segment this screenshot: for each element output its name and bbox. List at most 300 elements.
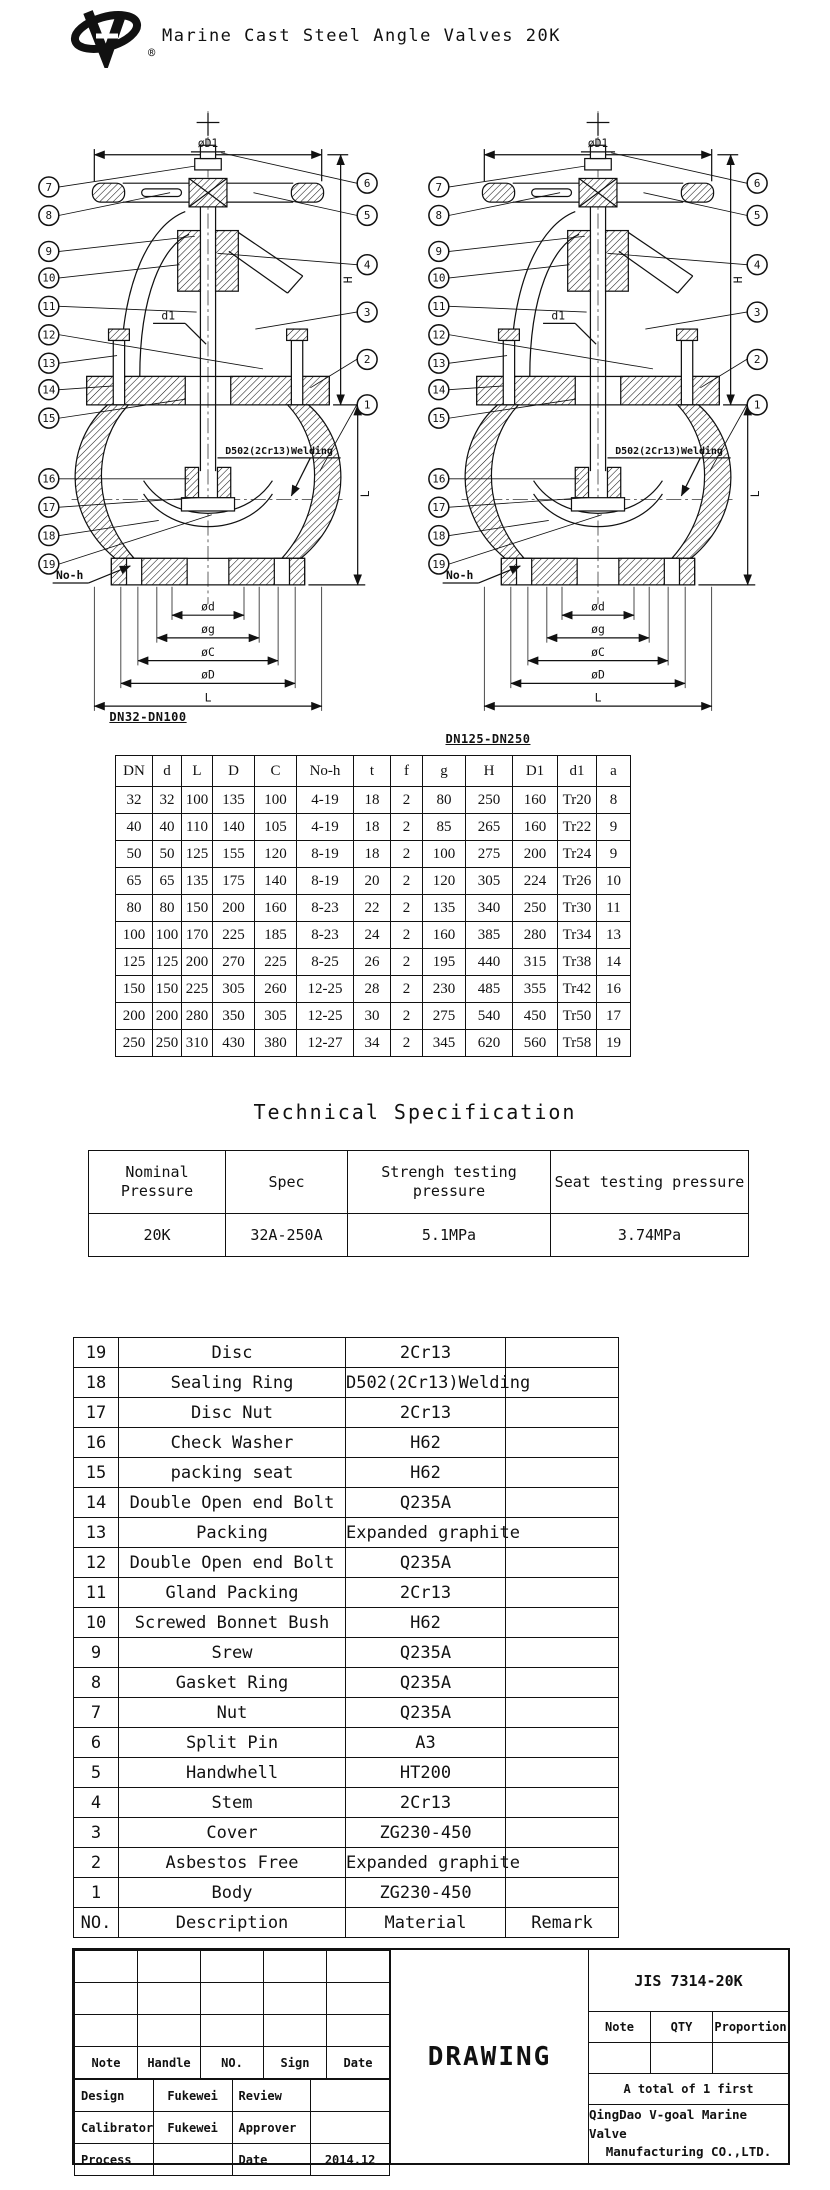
parts-cell: 5 [74, 1758, 119, 1788]
dim-row [116, 949, 631, 976]
dimension-table [115, 755, 631, 1057]
sign-header: Sign [264, 2047, 327, 2079]
dim-cell: 224 [513, 868, 558, 895]
dim-row [116, 868, 631, 895]
dim-cell: 65 [153, 868, 182, 895]
dim-cell: 85 [423, 814, 466, 841]
callout-number: 18 [42, 529, 56, 543]
tech-spec-table [88, 1150, 749, 1257]
company-name [589, 2105, 788, 2163]
dim-cell: 380 [255, 1030, 297, 1057]
dim-row [116, 841, 631, 868]
dim-cell: 9 [597, 814, 631, 841]
parts-cell: Q235A [346, 1548, 506, 1578]
parts-row [74, 1668, 619, 1698]
dim-cell: 22 [354, 895, 391, 922]
dim-row [116, 1003, 631, 1030]
sign-header: Date [327, 2047, 390, 2079]
parts-cell: A3 [346, 1728, 506, 1758]
dim-cell: Tr34 [558, 922, 597, 949]
dim-cell: 385 [466, 922, 513, 949]
dim-cell: 280 [182, 1003, 213, 1030]
callout-number: 2 [753, 353, 761, 367]
dim-cell: 2 [391, 976, 423, 1003]
dim-cell: 250 [153, 1030, 182, 1057]
parts-cell: H62 [346, 1608, 506, 1638]
dim-cell: 105 [255, 814, 297, 841]
parts-cell: Double Open end Bolt [119, 1488, 346, 1518]
sign-row [75, 2144, 390, 2176]
dim-cell: 150 [182, 895, 213, 922]
dim-cell: 8-25 [297, 949, 354, 976]
sign-label: Review [232, 2080, 311, 2112]
standard-code: JIS 7314-20K [589, 1950, 788, 2012]
callout-number: 2 [363, 353, 371, 367]
dim-cell: 125 [153, 949, 182, 976]
dim-cell: 2 [391, 868, 423, 895]
dim-cell: 2 [391, 841, 423, 868]
parts-row [74, 1758, 619, 1788]
qty-header: Note [589, 2012, 651, 2042]
dim-header-cell: f [391, 756, 423, 787]
parts-cell: 17 [74, 1398, 119, 1428]
parts-cell: H62 [346, 1458, 506, 1488]
vgoal-logo-icon [66, 6, 152, 68]
dim-label: øD [201, 667, 215, 682]
dim-cell: 120 [423, 868, 466, 895]
sign-value [311, 2080, 390, 2112]
dim-cell: 18 [354, 787, 391, 814]
callout-number: 12 [432, 328, 446, 342]
dim-cell: 280 [513, 922, 558, 949]
dim-cell: 200 [513, 841, 558, 868]
dim-cell: 8 [597, 787, 631, 814]
parts-row [74, 1398, 619, 1428]
parts-cell: Asbestos Free [119, 1848, 346, 1878]
dim-cell: Tr26 [558, 868, 597, 895]
dim-label: ød [591, 599, 605, 614]
parts-cell [506, 1458, 619, 1488]
sign-label: Process [75, 2144, 154, 2176]
callout-number: 9 [45, 245, 53, 259]
callout-number: 4 [363, 258, 371, 272]
parts-cell: Check Washer [119, 1428, 346, 1458]
dim-header-cell: DN [116, 756, 153, 787]
dim-cell: 160 [255, 895, 297, 922]
dim-cell: 16 [597, 976, 631, 1003]
callout-number: 18 [432, 529, 446, 543]
parts-row [74, 1458, 619, 1488]
dim-cell: 160 [513, 787, 558, 814]
callout-number: 8 [435, 209, 443, 223]
dim-cell: 350 [213, 1003, 255, 1030]
callout-number: 5 [363, 209, 371, 223]
dim-row [116, 895, 631, 922]
dim-row [116, 787, 631, 814]
dim-label-l-vert: L [748, 490, 763, 498]
tech-header-row [89, 1151, 749, 1214]
parts-cell [506, 1728, 619, 1758]
dim-cell: Tr42 [558, 976, 597, 1003]
callout-number: 14 [42, 383, 56, 397]
tech-header-cell: Strengh testing pressure [348, 1151, 551, 1214]
signature-grid [74, 1950, 391, 2167]
title-block-right [588, 1950, 788, 2163]
tech-header-cell: Spec [226, 1151, 348, 1214]
parts-row [74, 1518, 619, 1548]
dim-cell: 125 [182, 841, 213, 868]
dim-cell: 450 [513, 1003, 558, 1030]
dim-cell: 4-19 [297, 814, 354, 841]
dim-cell: 250 [513, 895, 558, 922]
sign-header: Note [75, 2047, 138, 2079]
dim-cell: 620 [466, 1030, 513, 1057]
dim-cell: 2 [391, 895, 423, 922]
dim-header-cell: a [597, 756, 631, 787]
dim-label: L [204, 690, 212, 705]
sign-header: Handle [138, 2047, 201, 2079]
drawing-type-label: DRAWING [427, 2041, 552, 2072]
dim-header-cell: H [466, 756, 513, 787]
parts-cell [506, 1698, 619, 1728]
parts-cell: HT200 [346, 1758, 506, 1788]
dim-cell: 2 [391, 922, 423, 949]
tech-data-cell: 5.1MPa [348, 1214, 551, 1257]
parts-cell: 3 [74, 1818, 119, 1848]
parts-cell: Q235A [346, 1638, 506, 1668]
parts-cell: ZG230-450 [346, 1878, 506, 1908]
valve-drawing-right [418, 92, 798, 762]
dim-header-cell: C [255, 756, 297, 787]
valve-drawing-left [28, 92, 408, 762]
parts-cell [506, 1428, 619, 1458]
callout-number: 7 [435, 180, 443, 194]
parts-cell: 7 [74, 1698, 119, 1728]
company-logo [66, 6, 152, 72]
sign-value [153, 2144, 232, 2176]
dim-cell: 140 [213, 814, 255, 841]
empty-row [75, 1983, 390, 2015]
dim-cell: 8-23 [297, 895, 354, 922]
signature-grid-top [74, 1950, 390, 2079]
parts-cell: 16 [74, 1428, 119, 1458]
dim-cell: Tr22 [558, 814, 597, 841]
callout-number: 9 [435, 245, 443, 259]
dim-label: øD [591, 667, 605, 682]
sign-label: Date [232, 2144, 311, 2176]
dim-cell: 12-25 [297, 1003, 354, 1030]
dim-cell: 2 [391, 787, 423, 814]
callout-number: 8 [45, 209, 53, 223]
tech-data-cell: 32A-250A [226, 1214, 348, 1257]
sign-label: Calibrator [75, 2112, 154, 2144]
dim-cell: 340 [466, 895, 513, 922]
parts-cell [506, 1548, 619, 1578]
parts-cell [506, 1758, 619, 1788]
parts-row [74, 1638, 619, 1668]
sign-label: Design [75, 2080, 154, 2112]
dim-header-cell: g [423, 756, 466, 787]
dim-cell: 260 [255, 976, 297, 1003]
callout-number: 16 [432, 472, 446, 486]
parts-cell: Nut [119, 1698, 346, 1728]
dim-cell: 540 [466, 1003, 513, 1030]
dim-cell: Tr58 [558, 1030, 597, 1057]
dim-cell: 50 [116, 841, 153, 868]
parts-cell [506, 1788, 619, 1818]
dim-cell: 11 [597, 895, 631, 922]
dim-label-d1: d1 [551, 308, 566, 323]
parts-row [74, 1878, 619, 1908]
parts-cell: 19 [74, 1338, 119, 1368]
dim-cell: 18 [354, 814, 391, 841]
company-line2: Manufacturing CO.,LTD. [605, 2144, 772, 2160]
dim-cell: 135 [182, 868, 213, 895]
title-block [72, 1948, 790, 2165]
dim-cell: 40 [116, 814, 153, 841]
dim-cell: 2 [391, 814, 423, 841]
valve-line-art [418, 92, 778, 713]
sign-row [75, 2080, 390, 2112]
dim-cell: 560 [513, 1030, 558, 1057]
dim-cell: 125 [116, 949, 153, 976]
dim-cell: 9 [597, 841, 631, 868]
parts-cell: 2Cr13 [346, 1578, 506, 1608]
dim-cell: 155 [213, 841, 255, 868]
dim-cell: 225 [182, 976, 213, 1003]
parts-cell [506, 1608, 619, 1638]
qty-header-row [589, 2012, 788, 2043]
dim-cell: 100 [255, 787, 297, 814]
dim-cell: 80 [423, 787, 466, 814]
dim-cell: 18 [354, 841, 391, 868]
dim-label-no-h: No-h [446, 568, 474, 583]
dim-label-d1: d1 [161, 308, 176, 323]
dim-cell: 440 [466, 949, 513, 976]
parts-cell: 12 [74, 1548, 119, 1578]
parts-row [74, 1728, 619, 1758]
parts-cell: 8 [74, 1668, 119, 1698]
parts-cell: 6 [74, 1728, 119, 1758]
dim-cell: 305 [255, 1003, 297, 1030]
dim-cell: 170 [182, 922, 213, 949]
dim-label-d1-top: øD1 [587, 136, 609, 151]
dim-cell: 160 [423, 922, 466, 949]
sign-row [75, 2112, 390, 2144]
dim-cell: 430 [213, 1030, 255, 1057]
dim-label: øC [591, 644, 605, 659]
dim-cell: 12-27 [297, 1030, 354, 1057]
dim-cell: 100 [182, 787, 213, 814]
dim-cell: 135 [213, 787, 255, 814]
empty-row [75, 1951, 390, 1983]
dim-cell: 100 [153, 922, 182, 949]
dim-cell: 80 [153, 895, 182, 922]
dim-cell: 310 [182, 1030, 213, 1057]
dim-cell: 8-19 [297, 868, 354, 895]
dim-cell: 120 [255, 841, 297, 868]
parts-cell: Q235A [346, 1488, 506, 1518]
callout-number: 6 [363, 176, 371, 190]
dim-cell: 12-25 [297, 976, 354, 1003]
dim-cell: 250 [116, 1030, 153, 1057]
callout-number: 10 [42, 271, 56, 285]
parts-cell [506, 1818, 619, 1848]
callout-number: 7 [45, 180, 53, 194]
sign-header: NO. [201, 2047, 264, 2079]
callout-number: 15 [42, 411, 56, 425]
dim-label-no-h: No-h [56, 568, 84, 583]
parts-cell [506, 1668, 619, 1698]
parts-row [74, 1488, 619, 1518]
drawing-caption: DN32-DN100 [109, 710, 187, 724]
callout-number: 17 [432, 500, 446, 514]
parts-cell [506, 1398, 619, 1428]
parts-cell [506, 1338, 619, 1368]
dim-cell: 315 [513, 949, 558, 976]
dim-cell: 2 [391, 949, 423, 976]
callout-number: 19 [42, 557, 56, 571]
parts-cell: Gland Packing [119, 1578, 346, 1608]
callout-number: 11 [432, 300, 446, 314]
dim-label-h: H [341, 276, 356, 284]
parts-cell: Q235A [346, 1668, 506, 1698]
empty-row [75, 2015, 390, 2047]
callout-number: 1 [363, 398, 371, 412]
callout-number: 13 [432, 356, 446, 370]
parts-row [74, 1338, 619, 1368]
parts-footer-cell: NO. [74, 1908, 119, 1938]
parts-cell: 4 [74, 1788, 119, 1818]
dim-cell: 28 [354, 976, 391, 1003]
parts-cell: Srew [119, 1638, 346, 1668]
parts-cell: 11 [74, 1578, 119, 1608]
parts-footer-row [74, 1908, 619, 1938]
dim-cell: 355 [513, 976, 558, 1003]
parts-cell: Expanded graphite [346, 1848, 506, 1878]
parts-footer-cell: Remark [506, 1908, 619, 1938]
dim-cell: 135 [423, 895, 466, 922]
callout-number: 17 [42, 500, 56, 514]
parts-cell: Disc Nut [119, 1398, 346, 1428]
parts-footer-cell: Description [119, 1908, 346, 1938]
dim-row [116, 814, 631, 841]
parts-cell: Double Open end Bolt [119, 1548, 346, 1578]
callout-number: 3 [363, 305, 371, 319]
parts-row [74, 1698, 619, 1728]
callout-number: 19 [432, 557, 446, 571]
dim-cell: 32 [153, 787, 182, 814]
signature-grid-bottom [74, 2079, 390, 2176]
dim-cell: 19 [597, 1030, 631, 1057]
dim-cell: 200 [213, 895, 255, 922]
dim-cell: 50 [153, 841, 182, 868]
dim-cell: 40 [153, 814, 182, 841]
parts-cell: Handwhell [119, 1758, 346, 1788]
dim-cell: 110 [182, 814, 213, 841]
parts-cell: Disc [119, 1338, 346, 1368]
dim-row [116, 976, 631, 1003]
parts-cell: Sealing Ring [119, 1368, 346, 1398]
parts-cell [506, 1878, 619, 1908]
parts-row [74, 1428, 619, 1458]
tech-data-cell: 20K [89, 1214, 226, 1257]
dim-label: øg [201, 622, 215, 637]
dim-row [116, 1030, 631, 1057]
dim-cell: 30 [354, 1003, 391, 1030]
sign-header-row [75, 2047, 390, 2079]
dim-cell: 8-23 [297, 922, 354, 949]
dim-cell: 32 [116, 787, 153, 814]
parts-row [74, 1788, 619, 1818]
parts-list-table [73, 1337, 619, 1938]
dim-cell: 230 [423, 976, 466, 1003]
dim-label-h: H [731, 276, 745, 284]
parts-cell: Expanded graphite [346, 1518, 506, 1548]
parts-cell [506, 1848, 619, 1878]
dim-cell: 2 [391, 1030, 423, 1057]
dim-cell: 305 [466, 868, 513, 895]
dim-cell: 225 [255, 949, 297, 976]
parts-cell: D502(2Cr13)Welding [346, 1368, 506, 1398]
dim-label-d1-top: øD1 [197, 136, 219, 151]
dim-cell: 26 [354, 949, 391, 976]
dim-cell: 175 [213, 868, 255, 895]
sign-label: Approver [232, 2112, 311, 2144]
company-line1: QingDao V-goal Marine Valve [589, 2106, 748, 2141]
dim-label: ød [201, 599, 215, 614]
sign-value: Fukewei [153, 2112, 232, 2144]
parts-row [74, 1368, 619, 1398]
parts-cell [506, 1638, 619, 1668]
parts-cell: 9 [74, 1638, 119, 1668]
dim-header-cell: L [182, 756, 213, 787]
dim-cell: 225 [213, 922, 255, 949]
dim-label: øC [201, 644, 215, 659]
dim-cell: 265 [466, 814, 513, 841]
weld-note: D502(2Cr13)Welding [615, 446, 723, 458]
parts-cell: Split Pin [119, 1728, 346, 1758]
parts-cell: H62 [346, 1428, 506, 1458]
tech-data-cell: 3.74MPa [551, 1214, 749, 1257]
dim-cell: 8-19 [297, 841, 354, 868]
dim-header-row [116, 756, 631, 787]
dim-cell: 14 [597, 949, 631, 976]
qty-empty-row [589, 2043, 788, 2074]
parts-row [74, 1848, 619, 1878]
dim-cell: 100 [116, 922, 153, 949]
tech-header-cell: Seat testing pressure [551, 1151, 749, 1214]
dim-cell: 195 [423, 949, 466, 976]
parts-cell [506, 1578, 619, 1608]
dim-cell: 2 [391, 1003, 423, 1030]
dim-cell: 140 [255, 868, 297, 895]
dim-cell: Tr30 [558, 895, 597, 922]
dim-cell: 100 [423, 841, 466, 868]
callout-number: 12 [42, 328, 56, 342]
parts-cell: 14 [74, 1488, 119, 1518]
callout-number: 3 [753, 305, 761, 319]
dim-cell: 13 [597, 922, 631, 949]
parts-row [74, 1578, 619, 1608]
weld-note: D502(2Cr13)Welding [225, 446, 333, 458]
parts-cell: ZG230-450 [346, 1818, 506, 1848]
drawing-caption: DN125-DN250 [445, 732, 531, 746]
parts-cell: Cover [119, 1818, 346, 1848]
dim-cell: 275 [423, 1003, 466, 1030]
dim-cell: 275 [466, 841, 513, 868]
dim-cell: Tr50 [558, 1003, 597, 1030]
